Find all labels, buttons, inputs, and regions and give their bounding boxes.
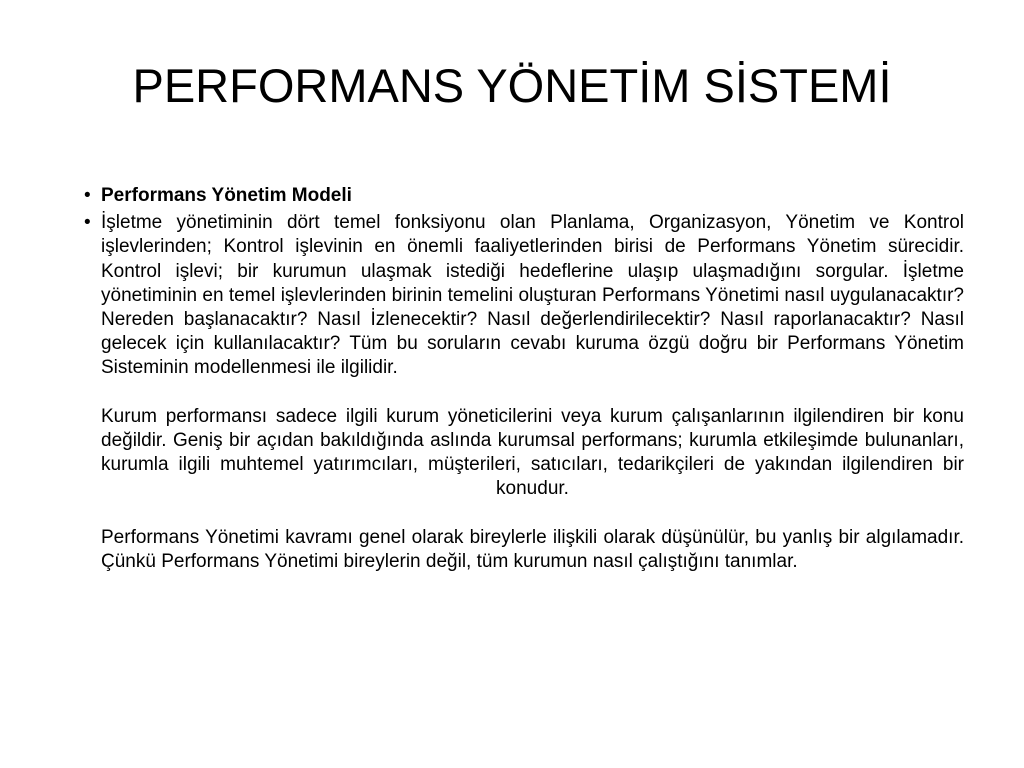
- bullet-heading-text: Performans Yönetim Modeli: [101, 185, 352, 206]
- paragraph-corporate-performance: Kurum performansı sadece ilgili kurum yöneticilerini veya kurum çalışanlarının ilgilendiren bir konu değildir. Geniş bir açıdan bakıldığında aslında kurumsal performans; kurumla etkileşimde bulunanları, kurumla ilgili muhtemel yatırımcıları, müşterileri, satıcıları, tedarikçileri de yakından ilgilendiren bir konudur.: [101, 405, 964, 500]
- paragraph-performance-concept: Performans Yönetimi kavramı genel olarak bireylerle ilişkili olarak düşünülür, bu yanlış bir algılamadır. Çünkü Performans Yönetimi bireylerin değil, tüm kurumun nasıl çalıştığını tanımlar.: [101, 526, 964, 573]
- slide-title: PERFORMANS YÖNETİM SİSTEMİ: [132, 59, 892, 112]
- slide-body: [84, 184, 964, 574]
- bullet-dot-icon: •: [84, 185, 91, 206]
- bullet-item-heading: [84, 184, 964, 208]
- bullet-item-body: [84, 211, 964, 574]
- paragraph-management-functions: İşletme yönetiminin dört temel fonksiyonu olan Planlama, Organizasyon, Yönetim ve Kontrol işlevlerinden; Kontrol işlevinin en önemli faaliyetlerinden birisi de Performans Yönetim sürecidir. Kontrol işlevi; bir kurumun ulaşmak istediği hedeflerine ulaşıp ulaşmadığını sorgular. İşletme yönetiminin en temel işlevlerinden birinin temelini oluşturan Performans Yönetimi nasıl uygulanacaktır? Nereden başlanacaktır? Nasıl İzlenecektir? Nasıl değerlendirilecektir? Nasıl raporlanacaktır? Nasıl gelecek için kullanılacaktır? Tüm bu soruların cevabı kuruma özgü doğru bir Performans Yönetim Sisteminin modellenmesi ile ilgilidir.: [101, 212, 964, 379]
- bullet-dot-icon: •: [84, 212, 91, 234]
